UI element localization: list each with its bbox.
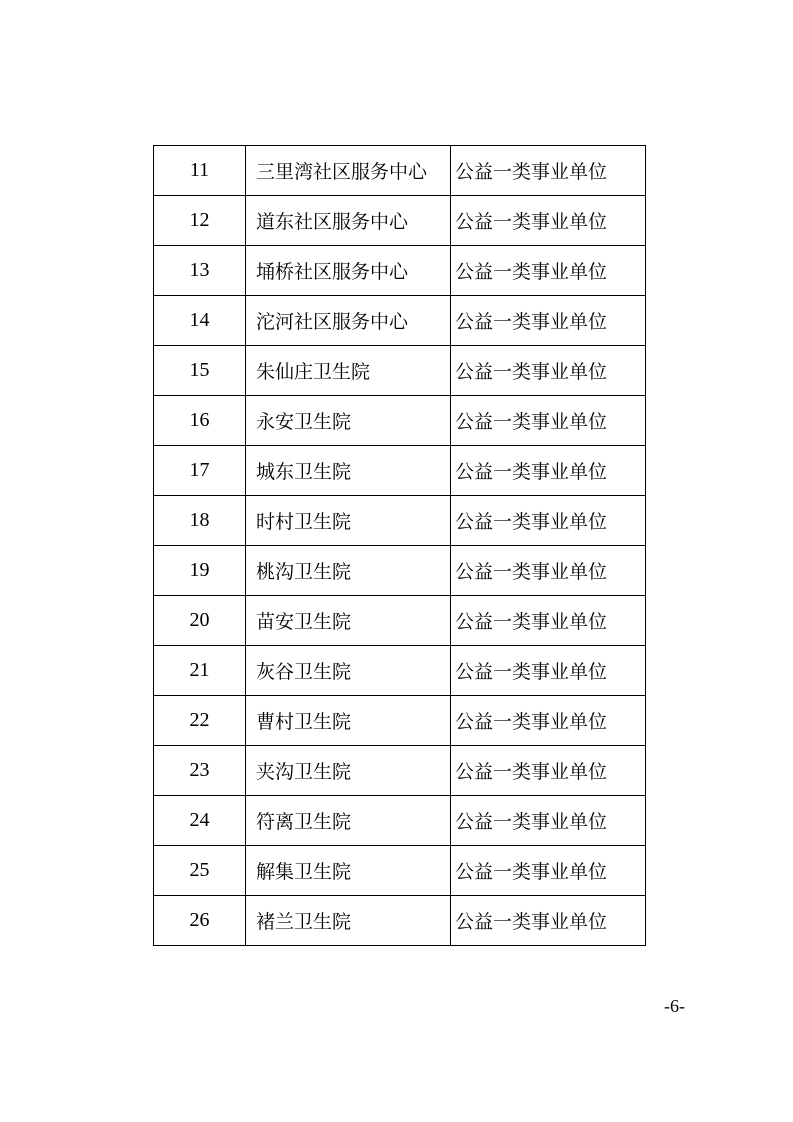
institution-name: 符离卫生院: [246, 796, 451, 845]
institution-table: [153, 145, 646, 946]
table-row: [154, 296, 646, 346]
table-row: [154, 646, 646, 696]
institution-type: 公益一类事业单位: [451, 746, 646, 795]
institution-name: 时村卫生院: [246, 496, 451, 545]
table-row: [154, 746, 646, 796]
row-number: 23: [154, 746, 246, 795]
institution-name: 灰谷卫生院: [246, 646, 451, 695]
institution-name: 永安卫生院: [246, 396, 451, 445]
institution-name: 桃沟卫生院: [246, 546, 451, 595]
table-row: [154, 146, 646, 196]
row-number: 19: [154, 546, 246, 595]
institution-type: 公益一类事业单位: [451, 796, 646, 845]
institution-name: 解集卫生院: [246, 846, 451, 895]
table-row: [154, 846, 646, 896]
table-row: [154, 396, 646, 446]
row-number: 12: [154, 196, 246, 245]
institution-type: 公益一类事业单位: [451, 696, 646, 745]
table-row: [154, 196, 646, 246]
row-number: 13: [154, 246, 246, 295]
institution-name: 夹沟卫生院: [246, 746, 451, 795]
row-number: 20: [154, 596, 246, 645]
institution-type: 公益一类事业单位: [451, 146, 646, 195]
table-row: [154, 596, 646, 646]
row-number: 18: [154, 496, 246, 545]
institution-name: 沱河社区服务中心: [246, 296, 451, 345]
institution-name: 埇桥社区服务中心: [246, 246, 451, 295]
institution-type: 公益一类事业单位: [451, 296, 646, 345]
row-number: 17: [154, 446, 246, 495]
institution-type: 公益一类事业单位: [451, 196, 646, 245]
row-number: 15: [154, 346, 246, 395]
table-row: [154, 496, 646, 546]
table-row: [154, 446, 646, 496]
institution-type: 公益一类事业单位: [451, 246, 646, 295]
row-number: 11: [154, 146, 246, 195]
institution-type: 公益一类事业单位: [451, 646, 646, 695]
institution-name: 曹村卫生院: [246, 696, 451, 745]
institution-name: 三里湾社区服务中心: [246, 146, 451, 195]
institution-type: 公益一类事业单位: [451, 496, 646, 545]
table-row: [154, 246, 646, 296]
row-number: 21: [154, 646, 246, 695]
page-number: -6-: [664, 996, 685, 1016]
table-row: [154, 796, 646, 846]
institution-type: 公益一类事业单位: [451, 346, 646, 395]
row-number: 16: [154, 396, 246, 445]
institution-name: 道东社区服务中心: [246, 196, 451, 245]
institution-name: 朱仙庄卫生院: [246, 346, 451, 395]
institution-type: 公益一类事业单位: [451, 596, 646, 645]
institution-type: 公益一类事业单位: [451, 446, 646, 495]
row-number: 14: [154, 296, 246, 345]
institution-type: 公益一类事业单位: [451, 846, 646, 895]
table-row: [154, 896, 646, 946]
institution-name: 苗安卫生院: [246, 596, 451, 645]
institution-name: 城东卫生院: [246, 446, 451, 495]
row-number: 22: [154, 696, 246, 745]
institution-type: 公益一类事业单位: [451, 396, 646, 445]
row-number: 25: [154, 846, 246, 895]
institution-name: 褚兰卫生院: [246, 896, 451, 945]
row-number: 24: [154, 796, 246, 845]
row-number: 26: [154, 896, 246, 945]
institution-type: 公益一类事业单位: [451, 546, 646, 595]
table-row: [154, 346, 646, 396]
table-row: [154, 546, 646, 596]
table-row: [154, 696, 646, 746]
institution-type: 公益一类事业单位: [451, 896, 646, 945]
